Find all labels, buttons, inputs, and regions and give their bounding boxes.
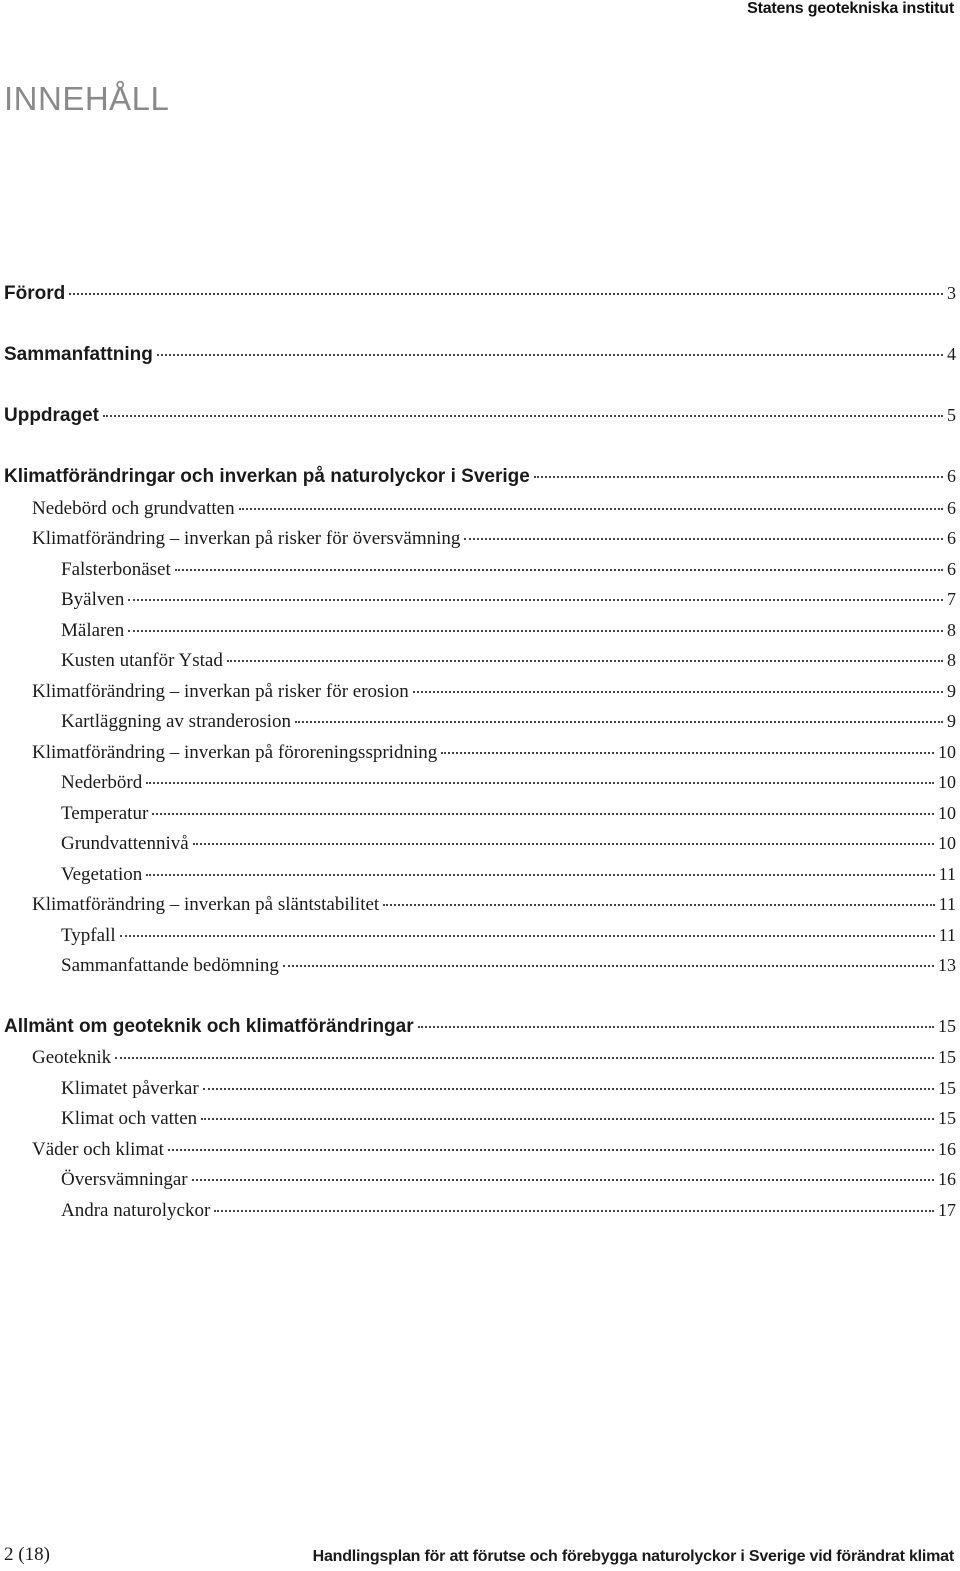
- dot-leader: [227, 660, 943, 662]
- toc-entry[interactable]: [0, 864, 956, 886]
- dot-leader: [201, 1118, 934, 1120]
- toc-entry-label: Klimatförändring – inverkan på föroreningsspridning: [32, 742, 438, 763]
- toc-entry-page-number: 8: [947, 650, 956, 670]
- dot-leader: [152, 813, 934, 815]
- toc-entry-page-number: 16: [938, 1169, 956, 1189]
- toc-entry-label: Nederbörd: [61, 772, 143, 793]
- toc-entry[interactable]: [0, 1078, 956, 1100]
- toc-entry[interactable]: [0, 1047, 956, 1069]
- toc-entry[interactable]: [0, 344, 956, 366]
- toc-entry-label: Vegetation: [61, 864, 143, 885]
- toc-entry-page-number: 15: [938, 1016, 956, 1036]
- dot-leader: [383, 904, 934, 906]
- toc-entry-page-number: 15: [938, 1047, 956, 1067]
- toc-entry-label: Klimatförändring – inverkan på risker för erosion: [32, 681, 409, 702]
- toc-entry[interactable]: [0, 528, 956, 550]
- toc-entry-page-number: 11: [938, 925, 956, 945]
- toc-entry[interactable]: [0, 833, 956, 855]
- toc-entry-page-number: 10: [938, 772, 956, 792]
- toc-entry[interactable]: [0, 498, 956, 520]
- toc-entry-page-number: 10: [938, 742, 956, 762]
- toc-entry-label: Klimatet påverkar: [61, 1078, 199, 1099]
- toc-entry-label: Andra naturolyckor: [61, 1200, 211, 1221]
- toc-entry[interactable]: [0, 283, 956, 305]
- toc-entry-label: Geoteknik: [32, 1047, 112, 1068]
- page-title: INNEHÅLL: [4, 80, 170, 117]
- toc-entry[interactable]: [0, 559, 956, 581]
- dot-leader: [146, 782, 934, 784]
- toc-entry-label: Byälven: [61, 589, 125, 610]
- toc-entry-page-number: 9: [947, 681, 956, 701]
- toc-entry-label: Klimatförändringar och inverkan på naturolyckor i Sverige: [4, 466, 530, 487]
- toc-entry-label: Väder och klimat: [32, 1139, 164, 1160]
- toc-entry-label: Klimat och vatten: [61, 1108, 198, 1129]
- toc-entry[interactable]: [0, 925, 956, 947]
- dot-leader: [418, 1026, 934, 1028]
- toc-entry-label: Kusten utanför Ystad: [61, 650, 223, 671]
- toc-entry-page-number: 6: [947, 559, 956, 579]
- toc-entry-page-number: 6: [947, 466, 956, 486]
- toc-entry-label: Uppdraget: [4, 405, 99, 426]
- toc-entry-page-number: 3: [947, 283, 956, 303]
- toc-entry-page-number: 9: [947, 711, 956, 731]
- dot-leader: [464, 538, 943, 540]
- toc-entry-label: Förord: [4, 283, 66, 304]
- dot-leader: [214, 1210, 934, 1212]
- footer-page-indicator: 2 (18): [4, 1544, 50, 1565]
- toc-entry-label: Sammanfattande bedömning: [61, 955, 279, 976]
- dot-leader: [534, 476, 943, 478]
- toc-entry-page-number: 15: [938, 1078, 956, 1098]
- toc-entry[interactable]: [0, 1200, 956, 1222]
- toc-entry[interactable]: [0, 1169, 956, 1191]
- toc-entry-page-number: 7: [947, 589, 956, 609]
- toc-entry[interactable]: [0, 742, 956, 764]
- dot-leader: [203, 1088, 934, 1090]
- dot-leader: [441, 752, 934, 754]
- toc-entry[interactable]: [0, 1139, 956, 1161]
- dot-leader: [192, 1179, 934, 1181]
- dot-leader: [103, 415, 943, 417]
- toc-entry-label: Klimatförändring – inverkan på släntstabilitet: [32, 894, 380, 915]
- dot-leader: [193, 843, 934, 845]
- toc-entry-label: Temperatur: [61, 803, 149, 824]
- dot-leader: [128, 630, 943, 632]
- toc-entry[interactable]: [0, 955, 956, 977]
- toc-entry-label: Kartläggning av stranderosion: [61, 711, 292, 732]
- toc-entry[interactable]: [0, 1016, 956, 1038]
- toc-entry-label: Översvämningar: [61, 1169, 188, 1190]
- toc-entry-label: Nedebörd och grundvatten: [32, 498, 235, 519]
- dot-leader: [295, 721, 943, 723]
- dot-leader: [115, 1057, 934, 1059]
- toc-entry-page-number: 8: [947, 620, 956, 640]
- toc-entry[interactable]: [0, 894, 956, 916]
- dot-leader: [157, 354, 943, 356]
- toc-entry-label: Falsterbonäset: [61, 559, 171, 580]
- dot-leader: [128, 599, 943, 601]
- toc-entry-page-number: 13: [938, 955, 956, 975]
- toc-entry-page-number: 11: [938, 894, 956, 914]
- dot-leader: [239, 508, 943, 510]
- toc-entry[interactable]: [0, 1108, 956, 1130]
- toc-entry-label: Klimatförändring – inverkan på risker för översvämning: [32, 528, 461, 549]
- dot-leader: [283, 965, 934, 967]
- toc-entry-label: Allmänt om geoteknik och klimatförändringar: [4, 1016, 414, 1037]
- dot-leader: [168, 1149, 934, 1151]
- toc-entry-page-number: 16: [938, 1139, 956, 1159]
- dot-leader: [413, 691, 943, 693]
- toc-entry[interactable]: [0, 650, 956, 672]
- footer-document-title: Handlingsplan för att förutse och förebygga naturolyckor i Sverige vid förändrat klimat: [312, 1548, 954, 1565]
- toc-entry-page-number: 10: [938, 803, 956, 823]
- toc-entry[interactable]: [0, 405, 956, 427]
- header-organization: Statens geotekniska institut: [747, 0, 954, 17]
- toc-entry-page-number: 17: [938, 1200, 956, 1220]
- dot-leader: [69, 293, 943, 295]
- toc-entry-page-number: 10: [938, 833, 956, 853]
- dot-leader: [120, 935, 935, 937]
- toc-entry[interactable]: [0, 466, 956, 488]
- toc-entry-page-number: 4: [947, 344, 956, 364]
- toc-entry-label: Grundvattennivå: [61, 833, 189, 854]
- toc-entry-page-number: 5: [947, 405, 956, 425]
- toc-entry-page-number: 6: [947, 498, 956, 518]
- toc-entry-page-number: 11: [938, 864, 956, 884]
- toc-entry[interactable]: [0, 620, 956, 642]
- toc-entry-page-number: 15: [938, 1108, 956, 1128]
- toc-entry-page-number: 6: [947, 528, 956, 548]
- toc-entry[interactable]: [0, 772, 956, 794]
- toc-entry[interactable]: [0, 681, 956, 703]
- toc-entry[interactable]: [0, 589, 956, 611]
- dot-leader: [146, 874, 934, 876]
- toc-entry-label: Mälaren: [61, 620, 125, 641]
- toc-entry[interactable]: [0, 711, 956, 733]
- dot-leader: [175, 569, 943, 571]
- toc-entry[interactable]: [0, 803, 956, 825]
- toc-entry-label: Typfall: [61, 925, 116, 946]
- toc-entry-label: Sammanfattning: [4, 344, 153, 365]
